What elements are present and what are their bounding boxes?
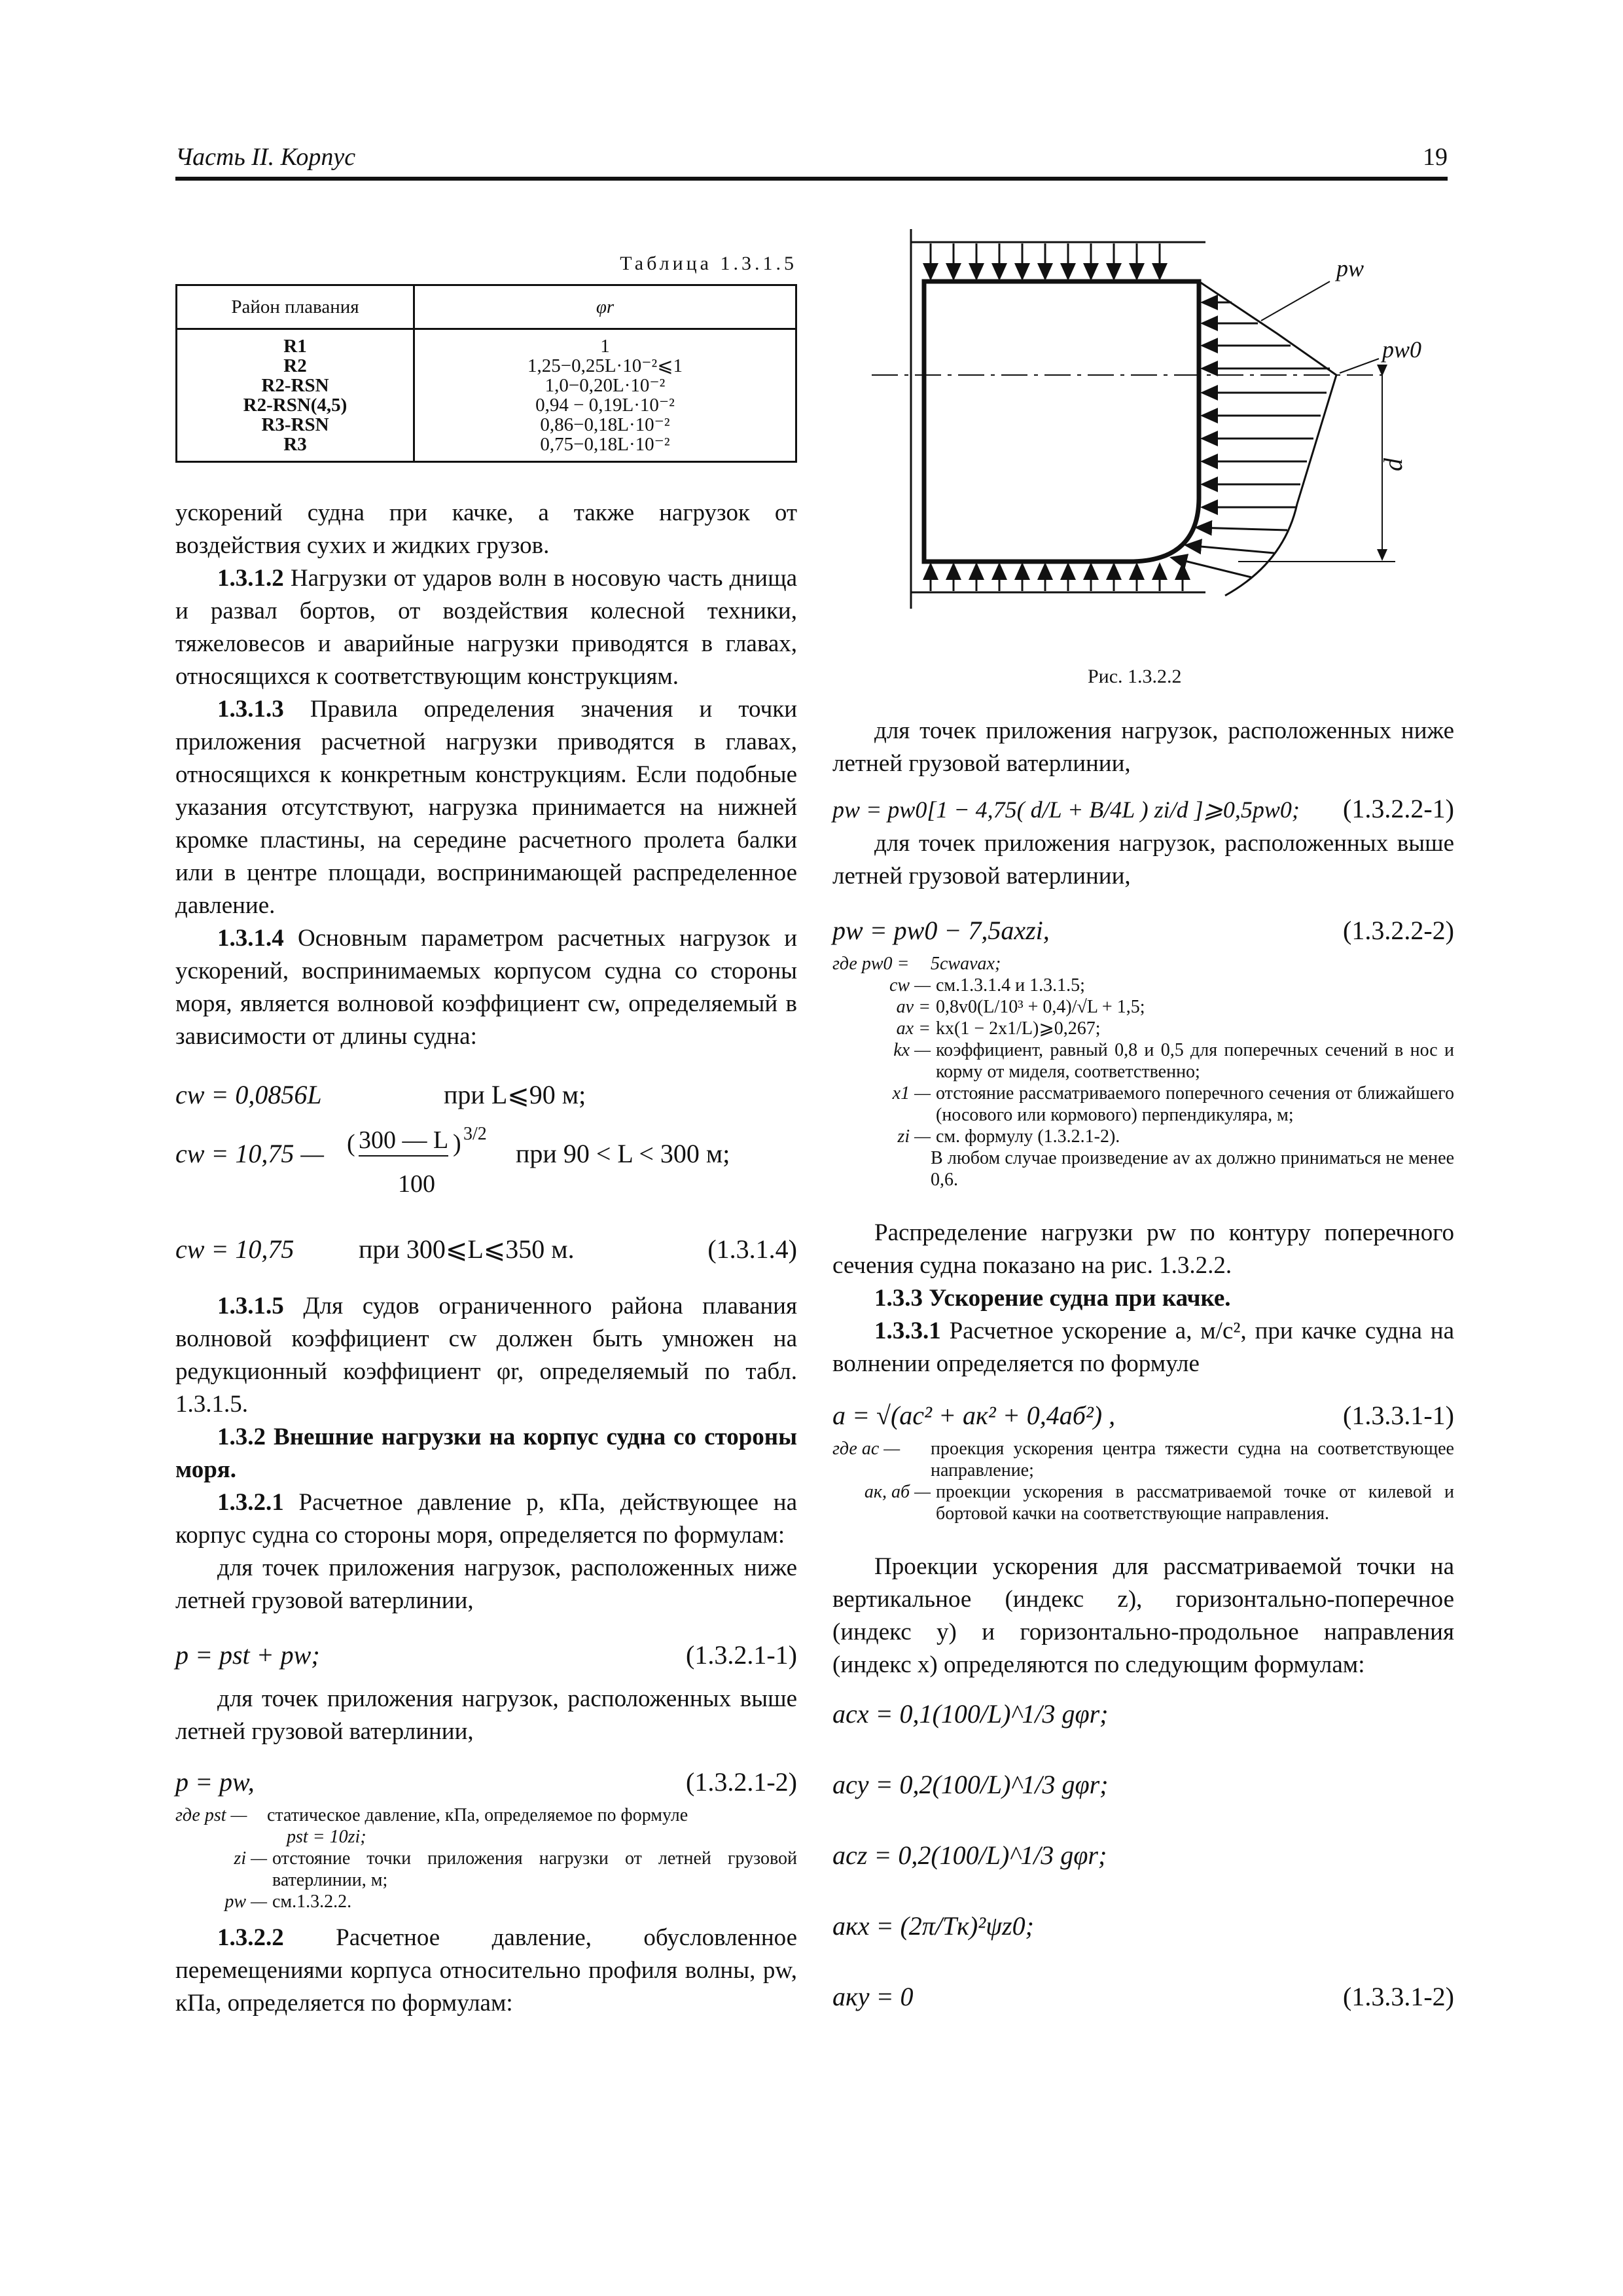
label-d: d [1378, 458, 1408, 471]
table-cell-region: R2-RSN(4,5) [243, 395, 348, 416]
right-column [832, 196, 1454, 2015]
table-cell-phi: 1,25−0,25L·10⁻²⩽1 [527, 355, 683, 376]
equation-1-3-3-1-1: a = √(ac² + aк² + 0,4aб²) , (1.3.3.1-1) [832, 1401, 1454, 1430]
paragraph-below-waterline: для точек приложения нагрузок, расположенных ниже летней грузовой ватерлинии, [175, 1554, 797, 1614]
table-header-region: Район плавания [177, 285, 414, 329]
formula-acy: acy = 0,2(100/L)^1/3 gφr; [832, 1770, 1109, 1799]
paragraph-continued: ускорений судна при качке, а также нагрузок от воздействия сухих и жидких грузов. [175, 499, 797, 559]
paragraph-1-3-1-3: 1.3.1.3 Правила определения значения и точки приложения расчетной нагрузки приводятся в главах, относящихся к конкретным конструкциям. Если подобные указания отсутствуют, нагрузка принимается на нижней кромке пластины, на середине расчетного пролета балки или в центре площади, воспринимающей распределенное давление. [175, 696, 797, 919]
formula-acx: acx = 0,1(100/L)^1/3 gφr; [832, 1699, 1109, 1729]
section-heading-1-3-2: 1.3.2 Внешние нагрузки на корпус судна со стороны моря. [175, 1424, 797, 1483]
label-pw0: pw0 [1382, 336, 1422, 363]
paragraph-above-waterline: для точек приложения нагрузок, расположенных выше летней грузовой ватерлинии, [175, 1685, 797, 1745]
table-cell-phi: 0,86−0,18L·10⁻² [540, 414, 670, 435]
paragraph-1-3-3-1: 1.3.3.1 Расчетное ускорение a, м/с², при качке судна на волнении определяется по формуле [832, 1318, 1454, 1377]
table-cell-region: R3 [283, 434, 307, 455]
table-cell-region: R2 [283, 355, 307, 376]
paragraph-1-3-1-5: 1.3.1.5 Для судов ограниченного района плавания волновой коэффициент cw должен быть умножен на редукционный коэффициент φr, определяемый по табл. 1.3.1.5. [175, 1293, 797, 1418]
table-cell-region: R1 [283, 336, 307, 357]
section-heading-1-3-3: 1.3.3 Ускорение судна при качке. [874, 1285, 1231, 1312]
figure-caption: Рис. 1.3.2.2 [1088, 666, 1182, 687]
paragraph-projections: Проекции ускорения для рассматриваемой точки на вертикальное (индекс z), горизонтально-поперечное (индекс y) и горизонтально-продольное направления (индекс x) определяются по следующим формулам: [832, 1553, 1454, 1678]
formula-akx: aкx = (2π/Tк)²ψz0; [832, 1911, 1034, 1941]
paragraph-distribution: Распределение нагрузки pw по контуру поперечного сечения судна показано на рис. 1.3.2.2. [832, 1219, 1454, 1279]
label-pw: pw [1336, 255, 1364, 281]
definitions-list: где pst — статическое давление, кПа, определяемое по формуле pst = 10zi; zi — отстояние точки приложения нагрузки от летней грузовой ватерлинии, м; pw — см.1.3.2.2. [175, 1805, 797, 1912]
table-cell-region: R2-RSN [261, 375, 329, 396]
equation-cw-2: cw = 10,75 — ( 300 — L 100 ) 3/2 при 90 < L < 300 м; [175, 1124, 730, 1198]
table-cell-phi: 1 [600, 336, 610, 357]
paragraph-1-3-2-1: 1.3.2.1 Расчетное давление p, кПа, действующее на корпус судна со стороны моря, определяется по формулам: [175, 1489, 797, 1549]
hull-section-diagram [832, 196, 1454, 668]
paragraph-1-3-1-2: 1.3.1.2 Нагрузки от ударов волн в носовую часть днища и развал бортов, от воздействия колесной техники, тяжеловесов и аварийные нагрузки приводятся в главах, относящихся к соответствующим конструкциям. [175, 565, 797, 690]
header-rule [175, 177, 1448, 181]
table-cell-phi: 0,94 − 0,19L·10⁻² [535, 395, 675, 416]
table-phi-r [175, 284, 797, 463]
definitions-list-2: где pw0 = 5cwavax; cw — см.1.3.1.4 и 1.3.1.5; av = 0,8v0(L/10³ + 0,4)/√L + 1,5; ax = kx(1 − 2x1/L)⩾0,267; kx — коэффициент, равный 0,8 и 0,5 для поперечных сечений в нос и корму от миделя, соответственно; x1 — отстояние рассматриваемого поперечного сечения от ближайшего (носового или кормового) перпендикуляра, м; zi — см. формулу (1.3.2.1-2). В любом случае произведение av ax должно приниматься не менее 0,6. [832, 954, 1454, 1190]
equation-1-3-2-1-1: p = pst + pw; (1.3.2.1-1) [175, 1640, 797, 1670]
paragraph-1-3-1-4: 1.3.1.4 Основным параметром расчетных нагрузок и ускорений, воспринимаемых корпусом судна со стороны моря, является волновой коэффициент cw, определяемый в зависимости от длины судна: [175, 925, 797, 1050]
table-cell-region: R3-RSN [261, 414, 329, 435]
figure-pressure-diagram [832, 196, 1454, 687]
paragraph-1-3-2-2: 1.3.2.2 Расчетное давление, обусловленное перемещениями корпуса относительно профиля волны, pw, кПа, определяется по формулам: [175, 1924, 797, 2017]
table-row [177, 329, 796, 462]
running-header-title: Часть II. Корпус [175, 143, 356, 171]
equation-1-3-2-2-1: pw = pw0[1 − 4,75( d/L + B/4L ) zi/d ]⩾0,5pw0; (1.3.2.2-1) [832, 794, 1454, 823]
table-cell-phi: 1,0−0,20L·10⁻² [544, 375, 666, 396]
definitions-list-3: где ac — проекция ускорения центра тяжести судна на соответствующее направление; aк, aб — проекции ускорения в рассматриваемой точке от килевой и бортовой качки на соответствующие направления. [832, 1439, 1454, 1524]
left-column [175, 196, 797, 2020]
paragraph-below-waterline-2: для точек приложения нагрузок, расположенных ниже летней грузовой ватерлинии, [832, 717, 1454, 777]
equation-cw-3: cw = 10,75 при 300⩽L⩽350 м. (1.3.1.4) [175, 1234, 797, 1264]
formula-acz: acz = 0,2(100/L)^1/3 gφr; [832, 1840, 1107, 1870]
formula-aky: aкy = 0 (1.3.3.1-2) [832, 1982, 1454, 2011]
table-header-phi: φr [414, 285, 796, 329]
paragraph-above-waterline-2: для точек приложения нагрузок, расположенных выше летней грузовой ватерлинии, [832, 830, 1454, 889]
equation-1-3-2-2-2: pw = pw0 − 7,5axzi, (1.3.2.2-2) [832, 916, 1454, 945]
table-caption: Таблица 1.3.1.5 [620, 253, 797, 274]
table-cell-phi: 0,75−0,18L·10⁻² [540, 434, 670, 455]
page-number: 19 [1423, 143, 1448, 171]
equation-cw-1: cw = 0,0856L при L⩽90 м; [175, 1080, 586, 1109]
equation-1-3-2-1-2: p = pw, (1.3.2.1-2) [175, 1767, 797, 1797]
